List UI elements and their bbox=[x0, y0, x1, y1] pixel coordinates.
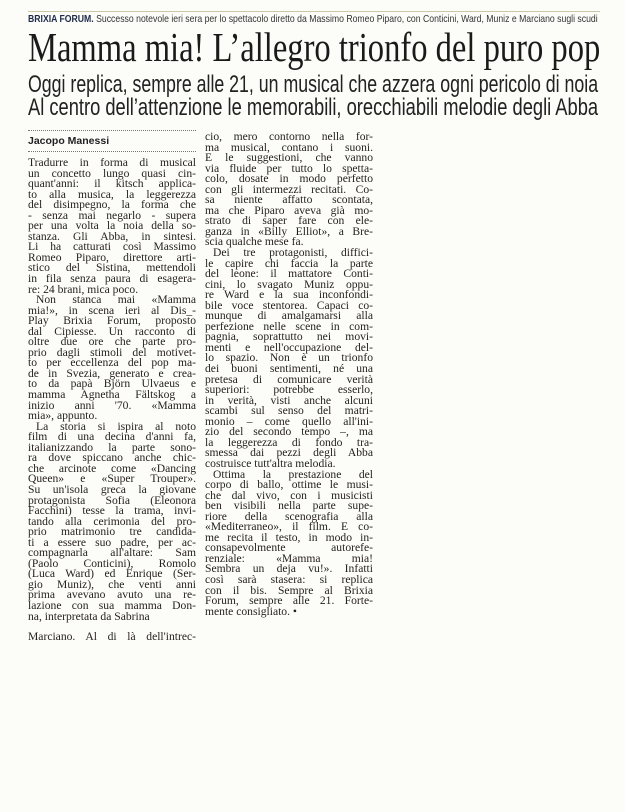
text-line: mia!», in scena ieri al Dis_- bbox=[28, 303, 196, 317]
text-line: per una volta la noia della so- bbox=[28, 219, 196, 233]
text-line: la leggerezza di fondo tra- bbox=[205, 435, 373, 449]
text-line: compagnarla all'altare: Sam bbox=[28, 546, 196, 560]
text-line: E le suggestioni, che vanno bbox=[205, 151, 373, 165]
text-line: Su un'isola greca la giovane bbox=[28, 482, 196, 496]
byline-rule-top bbox=[28, 130, 196, 131]
text-line: de in Svezia, generato e crea- bbox=[28, 366, 196, 380]
top-rule bbox=[28, 11, 600, 12]
text-line: Li ha catturati così Massimo bbox=[28, 240, 196, 254]
text-line: prio matrimonio tre candida- bbox=[28, 525, 196, 539]
text-line: consapevolmente autorefe- bbox=[205, 541, 373, 555]
text-line: Queen» e «Super Trouper». bbox=[28, 472, 196, 486]
text-line: mia», appunto. bbox=[28, 409, 98, 423]
text-line: che arcinote come «Dancing bbox=[28, 461, 196, 475]
headline: Mamma mia! L’allegro trionfo del puro pop bbox=[28, 24, 601, 70]
text-line: scia qualche mese fa. bbox=[205, 235, 304, 249]
text-line: perfezione nelle scene in com- bbox=[205, 319, 373, 333]
subheadline-1: Oggi replica, sempre alle 21, un musical che azzera ogni pericolo di noia bbox=[28, 71, 599, 98]
text-line: che dal vivo, con i musicisti bbox=[205, 488, 373, 502]
text-line: re: 24 brani, mica poco. bbox=[28, 282, 139, 296]
text-line: ganza in «Billy Elliot», a Bre- bbox=[205, 224, 373, 238]
text-line: dei buoni sentimenti, né una bbox=[205, 362, 373, 376]
text-line: menti e nell'occupazione del- bbox=[205, 340, 373, 354]
text-line: me recita il testo, in modo in- bbox=[205, 530, 373, 544]
text-line: pagnia, soprattutto nei movi- bbox=[205, 330, 373, 344]
text-line: Facchini) tesse la trama, invi- bbox=[28, 504, 196, 518]
text-line: stico del Sistina, mettendoli bbox=[28, 261, 196, 275]
text-line: Non stanca mai «Mamma bbox=[36, 293, 196, 307]
text-line: cio, mero contorno nella for- bbox=[205, 130, 373, 143]
byline: Jacopo Manessi bbox=[28, 135, 110, 147]
text-line: costruisce tutt'altra melodia. bbox=[205, 456, 336, 470]
text-line: - senza mai negarlo - supera bbox=[28, 208, 196, 222]
text-line: un concetto lungo quasi cin- bbox=[28, 166, 196, 180]
kicker-text: Successo notevole ieri sera per lo spettacolo diretto da Massimo Romeo Piparo, con Conticini, Ward, Muniz e Marciano sugli scudi bbox=[93, 13, 598, 25]
text-line: le capire chi faccia la parte bbox=[205, 256, 373, 270]
text-line: colo, dosate in modo perfetto bbox=[205, 172, 373, 186]
text-line: riore della scenografia alla bbox=[205, 509, 373, 523]
text-line: na, interpretata da Sabrina bbox=[28, 609, 150, 623]
text-line: munque di amalgamarsi alla bbox=[205, 309, 373, 323]
text-line: quant'anni: il kitsch applica- bbox=[28, 177, 196, 191]
text-line: sa niente affatto scontata, bbox=[205, 193, 373, 207]
text-line: to alla musica, la leggerezza bbox=[28, 187, 196, 201]
text-line: prio dagli stimoli del motivet- bbox=[28, 345, 196, 359]
text-line: mamma Agnetha Fältskog a bbox=[28, 388, 196, 402]
text-line: ma musical, contano i suoni. bbox=[205, 140, 373, 154]
text-line: oltre due ore che parte pro- bbox=[28, 335, 196, 349]
text-line: ra dove spiccano anche chic- bbox=[28, 451, 196, 465]
kicker-label: BRIXIA FORUM. bbox=[28, 13, 94, 25]
byline-rule-bottom bbox=[28, 151, 196, 152]
text-line: (Luca Ward) ed Enrique (Ser- bbox=[28, 567, 196, 581]
text-line: protagonista Sofia (Eleonora bbox=[28, 493, 196, 507]
text-line: re Ward e la sua inconfondi- bbox=[205, 288, 373, 302]
text-line: lazione con sua mamma Don- bbox=[28, 598, 196, 612]
text-line: Dei tre protagonisti, diffici- bbox=[213, 246, 373, 260]
text-line: scambi sul senso del matri- bbox=[205, 404, 373, 418]
text-line: gio Muniz), che venti anni bbox=[28, 577, 196, 591]
text-line: italianizzando la parte sono- bbox=[28, 440, 196, 454]
text-line: lo spazio. Non è un trionfo bbox=[205, 351, 373, 365]
text-line: in fila senza paura di esagera- bbox=[28, 272, 196, 286]
text-line: ben visibili nella parte supe- bbox=[205, 499, 373, 513]
text-column-1 bbox=[28, 158, 196, 643]
text-line: «Mediterraneo», il film. E co- bbox=[205, 520, 373, 534]
text-line: Play Brixia Forum, proposto bbox=[28, 314, 196, 328]
text-line: così sarà stasera: si replica bbox=[205, 572, 373, 586]
text-line: La storia si ispira al noto bbox=[36, 419, 196, 433]
text-line: Tradurre in forma di musical bbox=[28, 156, 196, 169]
text-line: cini, lo svagato Muniz oppu- bbox=[205, 277, 373, 291]
text-line: prima avevano avuto una re- bbox=[28, 588, 196, 602]
text-line: corpo di ballo, ottime le musi- bbox=[205, 478, 373, 492]
text-line: ma che Piparo aveva già mo- bbox=[205, 203, 373, 217]
subheadline-2: Al centro dell’attenzione le memorabili, orecchiabili melodie degli Abba bbox=[28, 94, 599, 121]
text-line: del disimpegno, la forma che bbox=[28, 198, 196, 212]
text-line: in verità, visti anche alcuni bbox=[205, 393, 373, 407]
text-line: pretesa di comunicare verità bbox=[205, 372, 373, 386]
text-line: to da papà Björn Ulvaeus e bbox=[28, 377, 196, 391]
text-line: dal Cipiesse. Un racconto di bbox=[28, 324, 196, 338]
text-line: bile voce stentorea. Capaci co- bbox=[205, 298, 373, 312]
text-line: stanza. Gli Abba, in sintesi. bbox=[28, 229, 196, 243]
text-line: Sembra un deja vu!». Infatti bbox=[205, 562, 373, 576]
text-line: film di una decina d'anni fa, bbox=[28, 430, 196, 444]
text-line: Marciano. Al di là dell'intrec- bbox=[28, 630, 196, 644]
text-line: con il bis. Sempre al Brixia bbox=[205, 583, 373, 597]
text-line: con gli intermezzi recitati. Co- bbox=[205, 182, 373, 196]
text-line: tando alla cerimonia del pro- bbox=[28, 514, 196, 528]
text-line: Forum, sempre alle 21. Forte- bbox=[205, 594, 373, 608]
text-line: (Paolo Conticini), Romolo bbox=[28, 556, 196, 570]
text-line: renziale: «Mamma mia! bbox=[205, 551, 373, 565]
text-line: smessa dai pezzi degli Abba bbox=[205, 446, 373, 460]
text-line: Romeo Piparo, direttore arti- bbox=[28, 250, 196, 264]
text-line: mente consigliato. • bbox=[205, 604, 297, 618]
text-line: monio – come quello all'ini- bbox=[205, 414, 373, 428]
text-line: Ottima la prestazione del bbox=[213, 467, 373, 481]
text-line: superiori: potrebbe esserlo, bbox=[205, 383, 373, 397]
text-line: inizio anni '70. «Mamma bbox=[28, 398, 196, 412]
text-line: via fluide per tutto lo spetta- bbox=[205, 161, 373, 175]
text-line: strato di saper fare con ele- bbox=[205, 214, 373, 228]
text-column-2 bbox=[205, 132, 373, 617]
text-line: to per eccellenza del pop ma- bbox=[28, 356, 196, 370]
text-line: zio del secondo tempo –, ma bbox=[205, 425, 373, 439]
text-line: ti a essere suo padre, per ac- bbox=[28, 535, 196, 549]
text-line: del leone: il mattatore Conti- bbox=[205, 267, 373, 281]
